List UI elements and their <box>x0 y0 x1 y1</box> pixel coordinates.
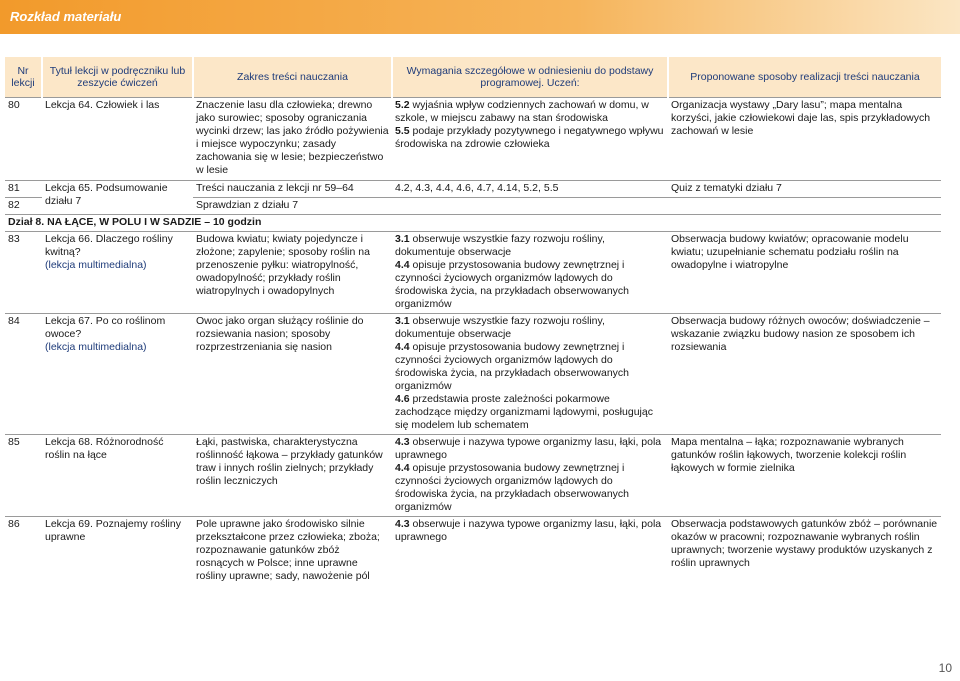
table-row <box>5 181 941 198</box>
table-row <box>5 314 941 435</box>
table-row <box>5 435 941 517</box>
lesson-title: Lekcja 66. Dlaczego rośliny kwitną? <box>45 233 173 258</box>
requirement-text: obserwuje wszystkie fazy rozwoju rośliny, dokumentuje obserwacje <box>395 233 605 258</box>
lesson-requirements <box>392 435 668 517</box>
table-row <box>5 232 941 314</box>
lesson-requirements <box>392 198 668 215</box>
requirement-item <box>395 436 665 462</box>
lesson-methods: Obserwacja podstawowych gatunków zbóż – porównanie okazów w pracowni; rozpoznawanie wybranych roślin uprawnych; tworzenie wystawy produktów uzyskanych z roślin uprawnych <box>668 517 941 586</box>
lesson-number: 81 <box>5 181 42 198</box>
multimedia-note: (lekcja multimedialna) <box>45 341 147 353</box>
lesson-methods: Quiz z tematyki działu 7 <box>668 181 941 198</box>
section-title: Dział 8. NA ŁĄCE, W POLU I W SADZIE – 10 godzin <box>5 215 941 232</box>
lesson-title: Lekcja 65. Podsumowanie działu 7 <box>42 181 193 215</box>
lesson-methods <box>668 198 941 215</box>
multimedia-note: (lekcja multimedialna) <box>45 259 147 271</box>
column-header-scope: Zakres treści nauczania <box>193 57 392 98</box>
column-header-methods: Proponowane sposoby realizacji treści nauczania <box>668 57 941 98</box>
requirement-item <box>395 315 665 341</box>
requirement-item <box>395 99 665 125</box>
requirement-item <box>395 259 665 311</box>
lesson-title: Lekcja 67. Po co roślinom owoce? <box>45 315 166 340</box>
lesson-title-cell <box>42 314 193 435</box>
lesson-scope: Pole uprawne jako środowisko silnie przekształcone przez człowieka; zboża; rozpoznawanie gatunków zbóż rosnących w Polsce; inne uprawne rośliny uprawne; sady, nawożenie pól <box>193 517 392 586</box>
lesson-title: Lekcja 69. Poznajemy rośliny uprawne <box>42 517 193 586</box>
lesson-requirements <box>392 232 668 314</box>
lesson-number: 80 <box>5 98 42 181</box>
requirement-code: 5.5 <box>395 125 410 137</box>
lesson-requirements: 4.2, 4.3, 4.4, 4.6, 4.7, 4.14, 5.2, 5.5 <box>392 181 668 198</box>
lesson-methods: Obserwacja budowy kwiatów; opracowanie modelu kwiatu; uzupełnianie schematu podziału roślin na owadopylne i wiatropylne <box>668 232 941 314</box>
lesson-title: Lekcja 64. Człowiek i las <box>42 98 193 181</box>
lesson-scope: Znaczenie lasu dla człowieka; drewno jako surowiec; sposoby ograniczania wycinki drzew; las jako źródło pożywienia i miejsce wypoczynku; zasady zachowania się w lesie; bezpieczeństwo w lesie <box>193 98 392 181</box>
lesson-methods: Obserwacja budowy różnych owoców; doświadczenie – wskazanie związku budowy nasion ze sposobem ich rozsiewania <box>668 314 941 435</box>
table-row <box>5 517 941 586</box>
requirement-code: 4.4 <box>395 462 410 474</box>
lesson-scope: Łąki, pastwiska, charakterystyczna roślinność łąkowa – przykłady gatunków traw i innych roślin zielnych; przykłady roślin leczniczych <box>193 435 392 517</box>
lesson-scope: Budowa kwiatu; kwiaty pojedyncze i złożone; zapylenie; sposoby roślin na przenoszenie pyłku: wiatropylność, owadopylność; przykłady roślin wiatropylnych i owadopylnych <box>193 232 392 314</box>
page-number: 10 <box>938 661 952 675</box>
requirement-item <box>395 393 665 432</box>
requirement-text: przedstawia proste zależności pokarmowe zachodzące między organizmami lądowymi, posługując się modelem lub schematem <box>395 393 653 431</box>
requirement-text: opisuje przystosowania budowy zewnętrznej i czynności życiowych organizmów lądowych do środowiska życia, na przykładach obserwowanych organizmów <box>395 462 630 513</box>
lesson-scope: Sprawdzian z działu 7 <box>193 198 392 215</box>
requirement-item <box>395 462 665 514</box>
requirement-text: obserwuje i nazywa typowe organizmy lasu, łąki, pola uprawnego <box>395 518 662 543</box>
lesson-number: 82 <box>5 198 42 215</box>
lesson-number: 85 <box>5 435 42 517</box>
requirement-text: opisuje przystosowania budowy zewnętrznej i czynności życiowych organizmów lądowych do środowiska życia, na przykładach obserwowanych organizmów <box>395 341 630 392</box>
page-title: Rozkład materiału <box>10 9 122 24</box>
requirement-code: 4.4 <box>395 259 410 271</box>
requirement-code: 3.1 <box>395 315 410 327</box>
requirement-text: obserwuje wszystkie fazy rozwoju rośliny, dokumentuje obserwacje <box>395 315 605 340</box>
lesson-number: 84 <box>5 314 42 435</box>
requirement-code: 4.6 <box>395 393 410 405</box>
curriculum-table <box>5 57 941 585</box>
lesson-number: 86 <box>5 517 42 586</box>
requirement-item <box>395 341 665 393</box>
requirement-text: obserwuje i nazywa typowe organizmy lasu, łąki, pola uprawnego <box>395 436 662 461</box>
section-row <box>5 215 941 232</box>
requirement-text: podaje przykłady pozytywnego i negatywnego wpływu środowiska na zdrowie człowieka <box>395 125 664 150</box>
header-bar <box>0 0 960 34</box>
requirement-text: wyjaśnia wpływ codziennych zachowań w domu, w szkole, w miejscu zabawy na stan środowiska <box>395 99 649 124</box>
requirement-item <box>395 125 665 151</box>
requirement-item <box>395 518 665 544</box>
lesson-title: Lekcja 68. Różnorodność roślin na łące <box>42 435 193 517</box>
requirement-code: 4.3 <box>395 436 410 448</box>
lesson-number: 83 <box>5 232 42 314</box>
lesson-title-cell <box>42 232 193 314</box>
requirement-code: 4.3 <box>395 518 410 530</box>
requirement-code: 5.2 <box>395 99 410 111</box>
lesson-requirements <box>392 314 668 435</box>
requirement-code: 4.4 <box>395 341 410 353</box>
requirement-item <box>395 233 665 259</box>
lesson-scope: Owoc jako organ służący roślinie do rozsiewania nasion; sposoby rozprzestrzeniania się nasion <box>193 314 392 435</box>
lesson-methods: Organizacja wystawy „Dary lasu”; mapa mentalna korzyści, jakie człowiekowi daje las, spis przykładowych zachowań w lesie <box>668 98 941 181</box>
lesson-scope: Treści nauczania z lekcji nr 59–64 <box>193 181 392 198</box>
lesson-methods: Mapa mentalna – łąka; rozpoznawanie wybranych gatunków roślin łąkowych, tworzenie kolekcji roślin łąkowych w formie zielnika <box>668 435 941 517</box>
column-header-title: Tytuł lekcji w podręczniku lub zeszycie ćwiczeń <box>42 57 193 98</box>
table-header-row <box>5 57 941 98</box>
column-header-requirements: Wymagania szczegółowe w odniesieniu do podstawy programowej. Uczeń: <box>392 57 668 98</box>
lesson-requirements <box>392 98 668 181</box>
column-header-nr: Nr lekcji <box>5 57 42 98</box>
requirement-code: 3.1 <box>395 233 410 245</box>
table-row <box>5 98 941 181</box>
lesson-requirements <box>392 517 668 586</box>
requirement-text: opisuje przystosowania budowy zewnętrznej i czynności życiowych organizmów lądowych do środowiska życia, na przykładach obserwowanych organizmów <box>395 259 630 310</box>
